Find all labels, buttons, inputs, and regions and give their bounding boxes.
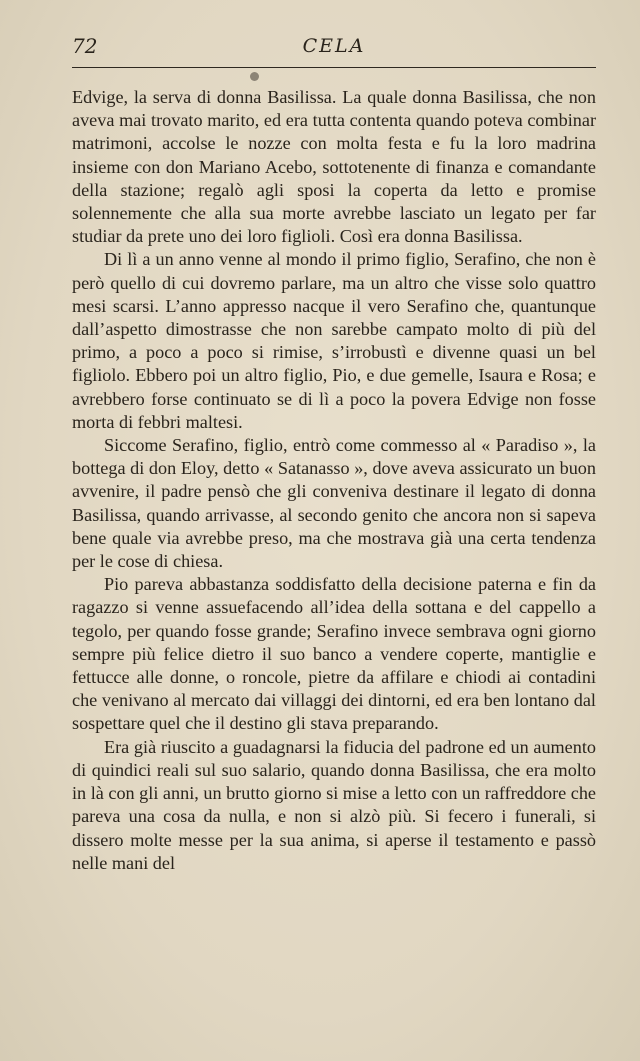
ornament-dot bbox=[250, 72, 259, 81]
paragraph-2: Di lì a un anno venne al mondo il primo figlio, Serafino, che non è però quello di cui dovremo parlare, ma un altro che visse solo quattro mesi scarsi. L’anno appresso nacque il vero Serafino che, quantunque dall’aspetto dimostrasse che non sarebbe campato molto di più del primo, a poco a poco si rimise, s’irrobustì e divenne quasi un bel figliolo. Ebbero poi un altro figlio, Pio, e due gemelle, Isaura e Rosa; e avrebbero forse continuato se di lì a poco la povera Edvige non fosse morta di febbri maltesi. bbox=[72, 249, 596, 432]
page-number: 72 bbox=[72, 34, 98, 58]
paragraph-5: Era già riuscito a guadagnarsi la fiducia del padrone ed un aumento di quindici reali sul suo salario, quando donna Basilissa, che era molto in là con gli anni, un brutto giorno si mise a letto con un raffreddore che pareva una cosa da nulla, e non si alzò più. Si fecero i funerali, si dissero molte messe per la sua anima, si aperse il testamento e passò nelle mani del bbox=[72, 736, 596, 873]
paragraph-3: Siccome Serafino, figlio, entrò come commesso al « Paradiso », la bottega di don Eloy, detto « Satanasso », dove aveva assicurato un buon avvenire, il padre pensò che gli conveniva destinare il legato di donna Basilissa, quando arrivasse, al secondo genito che ancora non si sapeva bene quale via avrebbe preso, ma che mostrava già una certa tendenza per le cose di chiesa. bbox=[72, 435, 596, 572]
page-header bbox=[72, 34, 596, 64]
body-text bbox=[72, 86, 596, 875]
running-title: CELA bbox=[302, 35, 366, 57]
header-rule bbox=[72, 67, 596, 68]
paragraph-4: Pio pareva abbastanza soddisfatto della decisione paterna e fin da ragazzo si venne assuefacendo all’idea della sottana e del cappello a tegolo, per quando fosse grande; Serafino invece sembrava ogni giorno sempre più felice dietro il suo banco a vendere coperte, mantiglie e fettucce alle donne, o roncole, pietre da affilare e chiodi ai contadini che venivano al mercato dai villaggi dei dintorni, ed era ben lontano dal sospettare quel che il destino gli stava preparando. bbox=[72, 574, 596, 734]
paragraph-1: Edvige, la serva di donna Basilissa. La quale donna Basilissa, che non aveva mai trovato marito, ed era tutta contenta quando poteva combinar matrimoni, accolse le nozze con molta festa e fu la loro madrina insieme con don Mariano Acebo, sottotenente di finanza e comandante della stazione; regalò agli sposi la coperta da letto e promise solennemente che alla sua morte avrebbe lasciato un legato per far studiar da prete uno dei loro figlioli. Così era donna Basilissa. bbox=[72, 87, 596, 247]
